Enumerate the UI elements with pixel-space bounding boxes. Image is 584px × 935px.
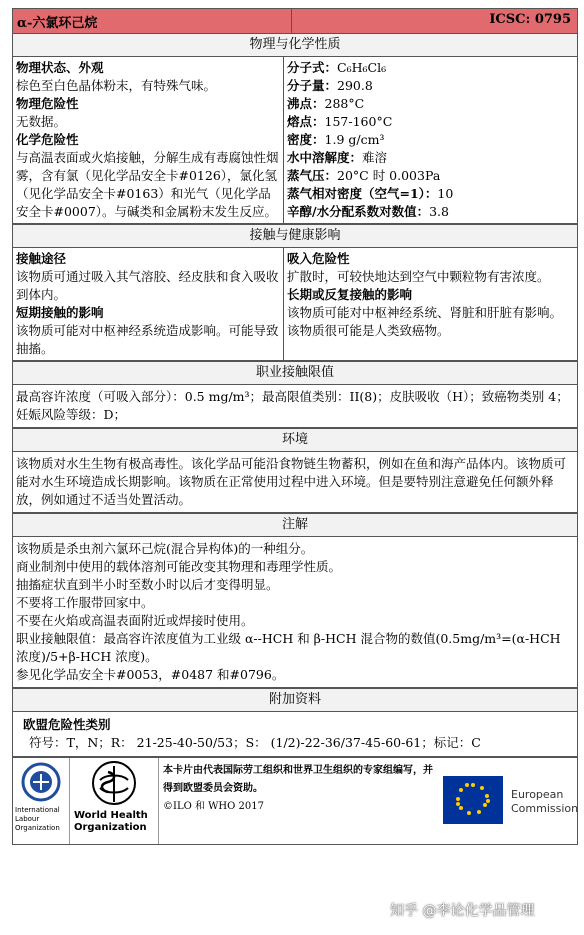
prop-value: 1.9 g/cm³: [324, 132, 385, 147]
eu-class-text: 符号：T，N；R： 21-25-40-50/53；S： (1/2)-22-36/37-45-60-61；标记：C: [29, 735, 481, 750]
card-header: [13, 9, 577, 34]
watermark: 知乎 @李论化学品管理: [390, 903, 535, 919]
prop-key: 沸点：: [287, 96, 325, 111]
prop-vapour-density: [287, 185, 574, 203]
footer-copyright: ©ILO 和 WHO 2017: [163, 801, 264, 812]
inhalation-text: 扩散时，可较快地达到空气中颗粒物有害浓度。: [287, 269, 550, 284]
prop-key: 分子式：: [287, 60, 338, 75]
oel-text: 最高容许浓度（可吸入部分）：0.5 mg/m³；最高限值类别：II(8)；皮肤吸收（H）；致癌物类别 4；妊娠风险等级：D；: [16, 389, 569, 422]
prop-key: 分子量：: [287, 78, 338, 93]
prop-value: 290.8: [337, 78, 373, 93]
prop-log-pow: [287, 203, 574, 221]
short-term-heading: 短期接触的影响: [16, 305, 104, 320]
chemical-name: α-六氯环己烷: [13, 9, 292, 33]
prop-density: [287, 131, 574, 149]
health-left: [13, 248, 284, 360]
long-term-heading: 长期或反复接触的影响: [287, 287, 413, 302]
footer-text-1: 本卡片由代表国际劳工组织和世界卫生组织的专家组编写，并得到欧盟委员会资助。: [163, 765, 433, 794]
prop-key: 水中溶解度：: [287, 150, 363, 165]
prop-key: 蒸气相对密度（空气=1）：: [287, 186, 438, 201]
note-line: 不要在火焰或高温表面附近或焊接时使用。: [16, 613, 254, 628]
phys-chem-section: [13, 57, 577, 223]
short-term-text: 该物质可能对中枢神经系统造成影响。可能导致抽搐。: [16, 323, 279, 356]
section-title-phys-chem: 物理与化学性质: [13, 34, 577, 57]
ilo-logo: [13, 758, 70, 844]
prop-value: 288°C: [324, 96, 365, 111]
prop-key: 密度：: [287, 132, 325, 147]
env-text: 该物质对水生生物有极高毒性。该化学品可能沿食物链生物蓄积，例如在鱼和海产品体内。该物质可能对水生环境造成长期影响。该物质在正常使用过程中进入环境。但是要特别注意避免任何额外释放，例如通过不适当处置活动。: [16, 456, 567, 507]
exposure-route-text: 该物质可通过吸入其气溶胶、经皮肤和食入吸收到体内。: [16, 269, 279, 302]
section-title-notes: 注解: [13, 512, 577, 537]
note-line: 不要将工作服带回家中。: [16, 595, 154, 610]
notes-list: [13, 537, 577, 687]
health-right: [284, 248, 577, 360]
note-line: 职业接触限值：最高容许浓度值为工业级 α--HCH 和 β-HCH 混合物的数值(0.5mg/m³=(α-HCH 浓度)/5+β-HCH 浓度)。: [16, 631, 561, 664]
icsc-code: ICSC: 0795: [489, 12, 571, 27]
note-line: 参见化学品安全卡#0053，#0487 和#0796。: [16, 667, 285, 682]
phys-chem-left: [13, 57, 284, 223]
ilo-name: International Labour Organization: [15, 806, 60, 832]
section-title-health: 接触与健康影响: [13, 223, 577, 248]
prop-key: 辛醇/水分配系数对数值：: [287, 204, 430, 219]
prop-value: 20°C 时 0.003Pa: [337, 168, 441, 183]
prop-key: 蒸气压：: [287, 168, 338, 183]
who-logo: [70, 758, 159, 844]
note-line: 商业制剂中使用的载体溶剂可能改变其物理和毒理学性质。: [16, 559, 342, 574]
prop-bp: [287, 95, 574, 113]
prop-solubility: [287, 149, 574, 167]
footer: [13, 756, 577, 844]
prop-vapour-pressure: [287, 167, 574, 185]
note-line: 抽搐症状直到半小时至数小时以后才变得明显。: [16, 577, 279, 592]
prop-mp: [287, 113, 574, 131]
prop-formula: [287, 59, 574, 77]
phys-chem-right: [284, 57, 577, 223]
appearance-text: 棕色至白色晶体粉末，有特殊气味。: [16, 78, 217, 93]
long-term-text: 该物质可能对中枢神经系统、肾脏和肝脏有影响。该物质很可能是人类致癌物。: [287, 305, 563, 338]
prop-value: 157-160°C: [324, 114, 393, 129]
note-line: 该物质是杀虫剂六氯环己烷(混合异构体)的一种组分。: [16, 541, 314, 556]
inhalation-heading: 吸入危险性: [287, 251, 350, 266]
chemical-hazard-heading: 化学危险性: [16, 132, 79, 147]
who-name: World Health Organization: [74, 810, 148, 833]
physical-hazard-text: 无数据。: [16, 114, 67, 129]
prop-value: 3.8: [429, 204, 449, 219]
prop-value: C₆H₆Cl₆: [337, 60, 387, 75]
who-emblem-icon: [70, 758, 158, 808]
prop-mw: [287, 77, 574, 95]
appearance-heading: 物理状态、外观: [16, 60, 104, 75]
additional-section: [13, 712, 577, 756]
section-title-additional: 附加资料: [13, 687, 577, 712]
eu-class-heading: 欧盟危险性类别: [23, 717, 111, 732]
chemical-hazard-text: 与高温表面或火焰接触，分解生成有毒腐蚀性烟雾，含有氯（见化学品安全卡#0126），氯化氢（见化学品安全卡#0163）和光气（见化学品安全卡#0007）。与碱类和金属粉末发生反应。: [16, 150, 279, 219]
section-title-env: 环境: [13, 427, 577, 452]
eu-flag-icon: [441, 766, 511, 836]
footer-text: [159, 758, 437, 844]
prop-key: 熔点：: [287, 114, 325, 129]
health-section: [13, 248, 577, 360]
prop-value: 10: [437, 186, 454, 201]
safety-card: [12, 8, 578, 845]
section-title-oel: 职业接触限值: [13, 360, 577, 385]
physical-hazard-heading: 物理危险性: [16, 96, 79, 111]
prop-value: 难溶: [362, 150, 388, 165]
exposure-route-heading: 接触途径: [16, 251, 67, 266]
eu-logo: [437, 758, 577, 844]
ilo-emblem-icon: [13, 758, 69, 806]
eu-name: European Commission: [511, 788, 579, 815]
